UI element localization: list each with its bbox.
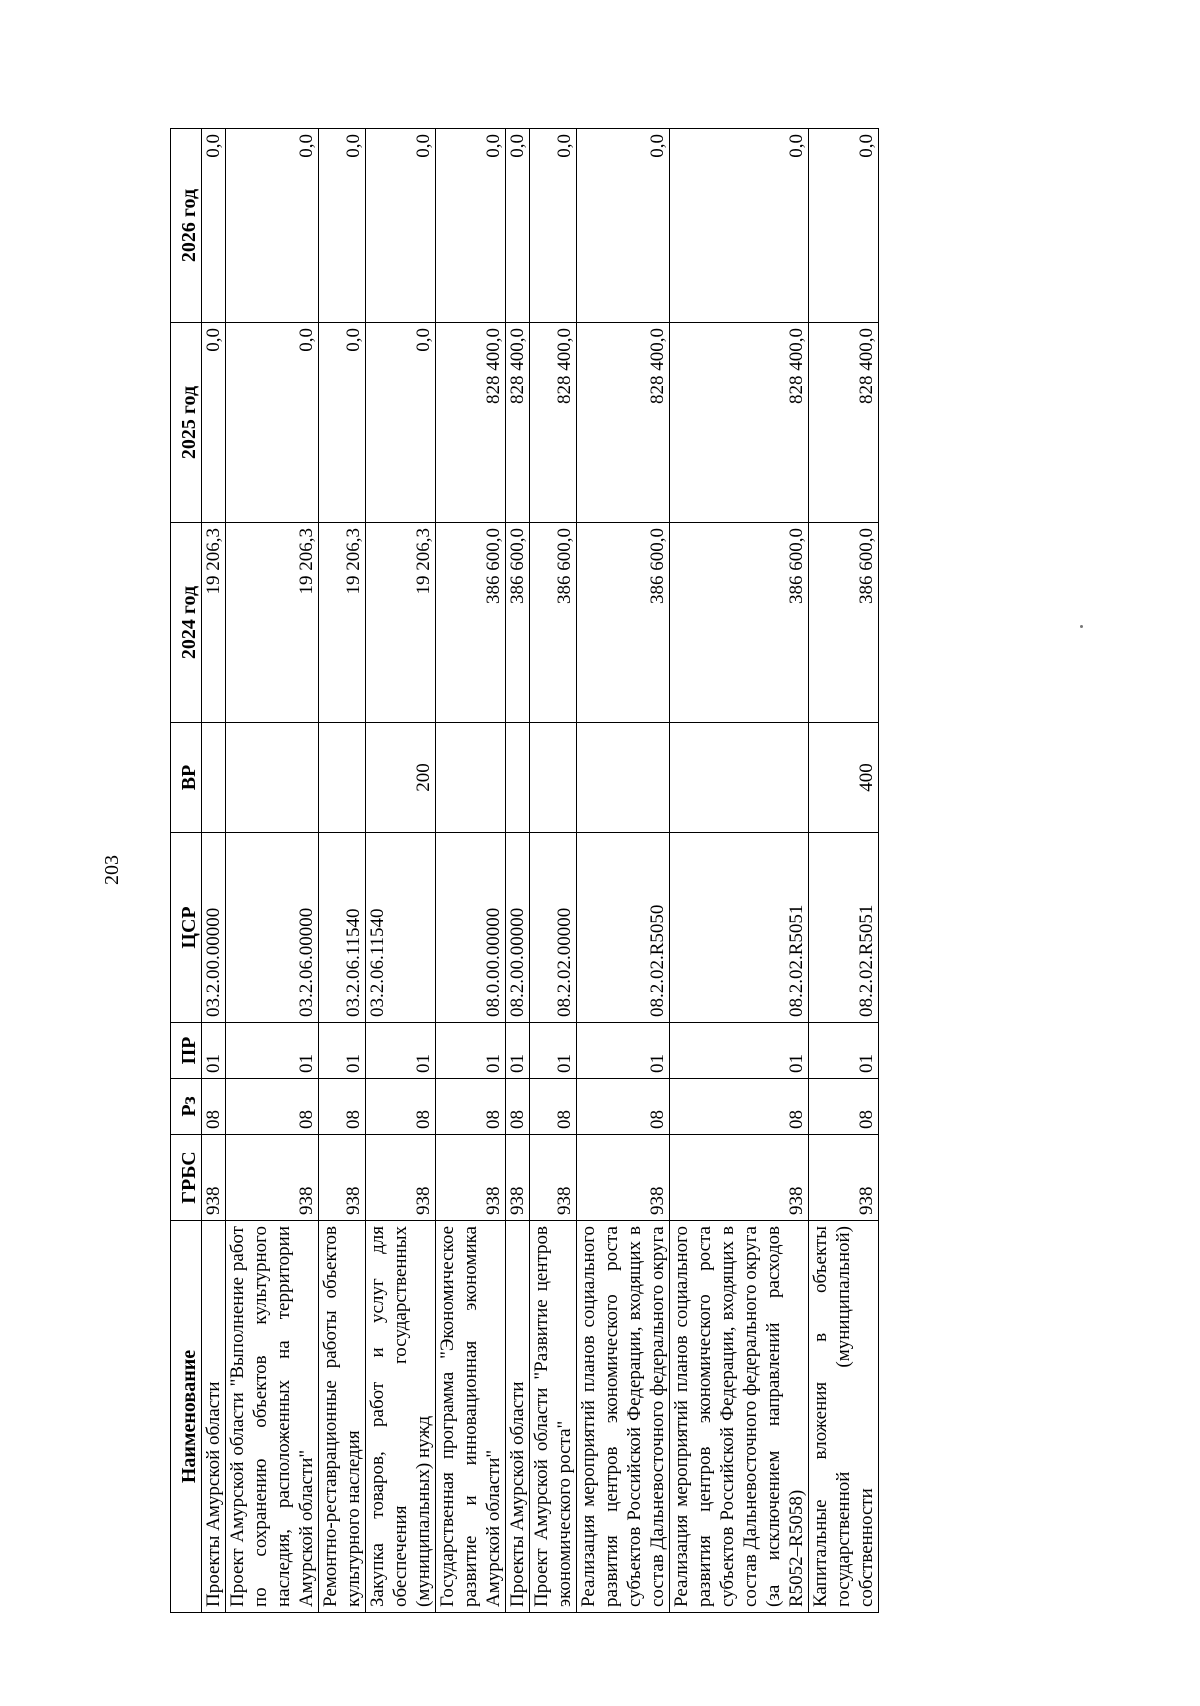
table-row <box>809 129 879 1613</box>
header-grbs: ГРБС <box>171 1135 202 1221</box>
row-vr <box>226 723 319 833</box>
row-vr <box>577 723 670 833</box>
header-name: Наименование <box>171 1221 202 1613</box>
table-row <box>436 129 506 1613</box>
row-rz: 08 <box>202 1079 226 1135</box>
row-grbs: 938 <box>202 1135 226 1221</box>
row-vr <box>436 723 506 833</box>
header-csr: ЦСР <box>171 833 202 1023</box>
row-name: Государственная программа "Экономическое развитие и инновационная экономика Амурской области" <box>436 1221 506 1613</box>
row-csr: 03.2.00.00000 <box>202 833 226 1023</box>
row-2025: 828 400,0 <box>530 323 577 523</box>
row-2024: 386 600,0 <box>436 523 506 723</box>
table-row <box>530 129 577 1613</box>
row-pr: 01 <box>202 1023 226 1079</box>
header-rz: Рз <box>171 1079 202 1135</box>
row-csr: 08.0.00.00000 <box>436 833 506 1023</box>
row-2026: 0,0 <box>506 129 530 323</box>
row-2024: 19 206,3 <box>202 523 226 723</box>
row-rz: 08 <box>366 1079 436 1135</box>
table-row <box>202 129 226 1613</box>
row-pr: 01 <box>530 1023 577 1079</box>
budget-table <box>170 128 879 1613</box>
row-vr <box>530 723 577 833</box>
row-vr: 200 <box>366 723 436 833</box>
row-csr: 03.2.06.11540 <box>366 833 436 1023</box>
row-csr: 08.2.02.R5051 <box>809 833 879 1023</box>
row-2026: 0,0 <box>226 129 319 323</box>
row-csr: 03.2.06.00000 <box>226 833 319 1023</box>
row-grbs: 938 <box>670 1135 809 1221</box>
row-2026: 0,0 <box>809 129 879 323</box>
row-2025: 828 400,0 <box>506 323 530 523</box>
header-pr: ПР <box>171 1023 202 1079</box>
row-name: Проекты Амурской области <box>202 1221 226 1613</box>
row-name: Ремонтно-реставрационные работы объектов культурного наследия <box>319 1221 366 1613</box>
row-rz: 08 <box>436 1079 506 1135</box>
row-name: Капитальные вложения в объекты государственной (муниципальной) собственности <box>809 1221 879 1613</box>
row-grbs: 938 <box>530 1135 577 1221</box>
row-2026: 0,0 <box>670 129 809 323</box>
header-2025: 2025 год <box>171 323 202 523</box>
scan-speck <box>1080 625 1083 628</box>
row-name: Закупка товаров, работ и услуг для обеспечения государственных (муниципальных) нужд <box>366 1221 436 1613</box>
row-pr: 01 <box>809 1023 879 1079</box>
row-2025: 0,0 <box>319 323 366 523</box>
row-2024: 19 206,3 <box>319 523 366 723</box>
row-2024: 386 600,0 <box>530 523 577 723</box>
row-2025: 828 400,0 <box>809 323 879 523</box>
table-row <box>366 129 436 1613</box>
row-2026: 0,0 <box>319 129 366 323</box>
row-2024: 386 600,0 <box>809 523 879 723</box>
row-csr: 03.2.06.11540 <box>319 833 366 1023</box>
row-pr: 01 <box>366 1023 436 1079</box>
table-row <box>670 129 809 1613</box>
row-rz: 08 <box>670 1079 809 1135</box>
row-rz: 08 <box>226 1079 319 1135</box>
table-header-row <box>171 129 202 1613</box>
row-name: Реализация мероприятий планов социального развития центров экономического роста субъектов Российской Федерации, входящих в состав Дальневосточного федерального округа <box>577 1221 670 1613</box>
row-name: Проект Амурской области "Выполнение работ по сохранению объектов культурного наследия, расположенных на территории Амурской области" <box>226 1221 319 1613</box>
row-2025: 0,0 <box>366 323 436 523</box>
table-row <box>506 129 530 1613</box>
row-vr <box>670 723 809 833</box>
table-row <box>319 129 366 1613</box>
row-vr <box>202 723 226 833</box>
row-grbs: 938 <box>366 1135 436 1221</box>
header-2024: 2024 год <box>171 523 202 723</box>
row-grbs: 938 <box>809 1135 879 1221</box>
row-vr <box>506 723 530 833</box>
row-2025: 0,0 <box>226 323 319 523</box>
row-pr: 01 <box>319 1023 366 1079</box>
row-2024: 19 206,3 <box>366 523 436 723</box>
table-body <box>202 129 879 1613</box>
row-rz: 08 <box>530 1079 577 1135</box>
row-2024: 386 600,0 <box>577 523 670 723</box>
row-name: Проекты Амурской области <box>506 1221 530 1613</box>
row-csr: 08.2.02.00000 <box>530 833 577 1023</box>
row-2026: 0,0 <box>577 129 670 323</box>
row-csr: 08.2.02.R5051 <box>670 833 809 1023</box>
row-rz: 08 <box>506 1079 530 1135</box>
row-rz: 08 <box>809 1079 879 1135</box>
row-2026: 0,0 <box>202 129 226 323</box>
row-pr: 01 <box>436 1023 506 1079</box>
row-2025: 828 400,0 <box>670 323 809 523</box>
row-2024: 386 600,0 <box>506 523 530 723</box>
row-pr: 01 <box>506 1023 530 1079</box>
row-pr: 01 <box>226 1023 319 1079</box>
table-row <box>577 129 670 1613</box>
row-2026: 0,0 <box>530 129 577 323</box>
row-grbs: 938 <box>319 1135 366 1221</box>
row-pr: 01 <box>670 1023 809 1079</box>
row-2025: 0,0 <box>202 323 226 523</box>
row-grbs: 938 <box>226 1135 319 1221</box>
header-vr: ВР <box>171 723 202 833</box>
row-pr: 01 <box>577 1023 670 1079</box>
page-number: 203 <box>101 855 123 885</box>
row-grbs: 938 <box>577 1135 670 1221</box>
row-rz: 08 <box>319 1079 366 1135</box>
row-2025: 828 400,0 <box>577 323 670 523</box>
table-row <box>226 129 319 1613</box>
header-2026: 2026 год <box>171 129 202 323</box>
row-csr: 08.2.02.R5050 <box>577 833 670 1023</box>
row-rz: 08 <box>577 1079 670 1135</box>
row-name: Реализация мероприятий планов социального развития центров экономического роста субъектов Российской Федерации, входящих в состав Дальневосточного федерального округа (за исключением направлений расходов R5052–R5058) <box>670 1221 809 1613</box>
row-grbs: 938 <box>506 1135 530 1221</box>
row-2026: 0,0 <box>366 129 436 323</box>
row-name: Проект Амурской области "Развитие центров экономического роста" <box>530 1221 577 1613</box>
rotated-table-sheet <box>170 129 1030 1613</box>
row-csr: 08.2.00.00000 <box>506 833 530 1023</box>
row-vr: 400 <box>809 723 879 833</box>
row-2024: 386 600,0 <box>670 523 809 723</box>
row-2024: 19 206,3 <box>226 523 319 723</box>
row-grbs: 938 <box>436 1135 506 1221</box>
row-2025: 828 400,0 <box>436 323 506 523</box>
row-vr <box>319 723 366 833</box>
row-2026: 0,0 <box>436 129 506 323</box>
